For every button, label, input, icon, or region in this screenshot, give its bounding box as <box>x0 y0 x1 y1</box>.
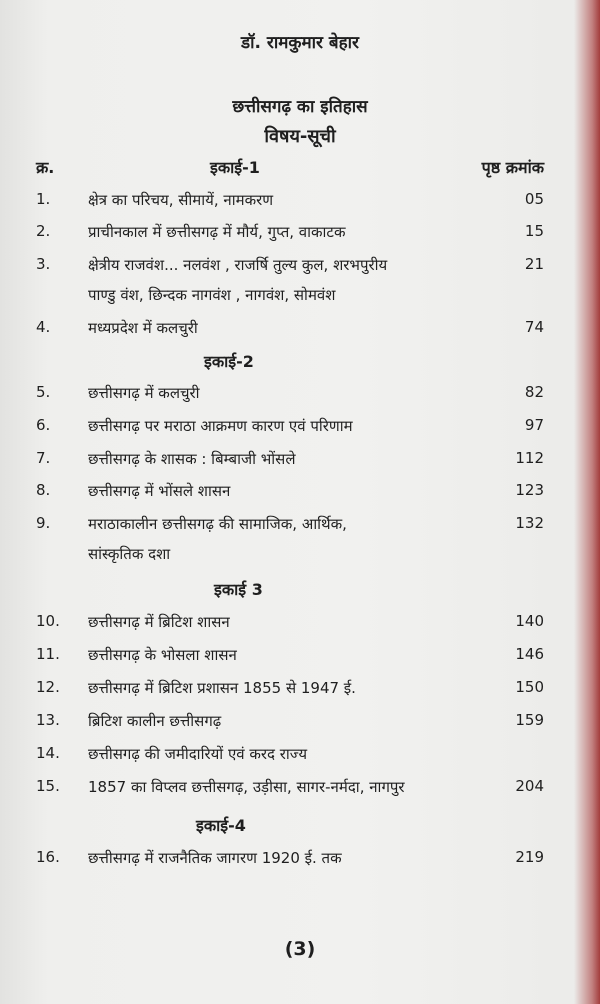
entry-page: 146 <box>515 645 544 663</box>
entry-number: 11. <box>36 645 60 663</box>
toc-entry <box>0 744 600 774</box>
entry-page: 132 <box>515 514 544 532</box>
toc-heading: विषय-सूची <box>264 126 336 147</box>
entry-text: क्षेत्रीय राजवंश... नलवंश , राजर्षि तुल्य कुल, शरभपुरीय <box>88 256 388 274</box>
toc-entry <box>0 612 600 642</box>
toc-entry <box>0 481 600 511</box>
entry-page: 159 <box>515 711 544 729</box>
entry-page: 74 <box>524 318 544 336</box>
page-number: (3) <box>284 938 316 960</box>
entry-number: 10. <box>36 612 60 630</box>
toc-entry <box>0 190 600 220</box>
entry-text: प्राचीनकाल में छत्तीसगढ़ में मौर्य, गुप्त, वाकाटक <box>88 223 346 241</box>
entry-text: छत्तीसगढ़ पर मराठा आक्रमण कारण एवं परिणाम <box>88 417 353 435</box>
toc-entry <box>0 848 600 878</box>
toc-entry <box>0 383 600 413</box>
entry-number: 2. <box>36 222 51 240</box>
entry-page: 219 <box>515 848 544 866</box>
entry-text: छत्तीसगढ़ में भोंसले शासन <box>88 482 231 500</box>
entry-text: मध्यप्रदेश में कलचुरी <box>88 319 198 337</box>
entry-text-continued: सांस्कृतिक दशा <box>88 545 171 563</box>
toc-entry <box>0 645 600 675</box>
entry-page: 82 <box>524 383 544 401</box>
entry-text: छत्तीसगढ़ में ब्रिटिश शासन <box>88 613 230 631</box>
entry-page: 21 <box>524 255 544 273</box>
book-title: छत्तीसगढ़ का इतिहास <box>232 97 368 117</box>
entry-text: छत्तीसगढ़ में राजनैतिक जागरण 1920 ई. तक <box>88 849 342 867</box>
toc-entry <box>0 777 600 807</box>
entry-text: मराठाकालीन छत्तीसगढ़ की सामाजिक, आर्थिक, <box>88 515 347 533</box>
entry-number: 9. <box>36 514 51 532</box>
entry-text: छत्तीसगढ़ में कलचुरी <box>88 384 200 402</box>
entry-text: ब्रिटिश कालीन छत्तीसगढ़ <box>88 712 222 730</box>
entry-page: 112 <box>515 449 544 467</box>
entry-text-continued: पाण्डु वंश, छिन्दक नागवंश , नागवंश, सोमवंश <box>88 286 336 304</box>
entry-number: 13. <box>36 711 60 729</box>
entry-page: 140 <box>515 612 544 630</box>
toc-entry <box>0 255 600 304</box>
entry-text: क्षेत्र का परिचय, सीमायें, नामकरण <box>88 191 274 209</box>
entry-number: 6. <box>36 416 51 434</box>
toc-entry <box>0 514 600 563</box>
column-header-page: पृष्ठ क्रमांक <box>481 158 544 177</box>
toc-entry <box>0 678 600 708</box>
entry-page: 15 <box>524 222 544 240</box>
toc-entry <box>0 222 600 252</box>
running-header-author: डॉ. रामकुमार बेहार <box>241 33 359 53</box>
entry-page: 97 <box>524 416 544 434</box>
entry-number: 7. <box>36 449 51 467</box>
toc-entry <box>0 449 600 479</box>
entry-number: 16. <box>36 848 60 866</box>
entry-number: 5. <box>36 383 51 401</box>
column-header-unit: इकाई-1 <box>210 158 260 177</box>
entry-text: छत्तीसगढ़ के भोसला शासन <box>88 646 237 664</box>
entry-text: छत्तीसगढ़ में ब्रिटिश प्रशासन 1855 से 1947 ई. <box>88 679 356 697</box>
entry-number: 8. <box>36 481 51 499</box>
toc-entry <box>0 318 600 348</box>
entry-page: 204 <box>515 777 544 795</box>
entry-page: 05 <box>524 190 544 208</box>
entry-number: 3. <box>36 255 51 273</box>
entry-number: 15. <box>36 777 60 795</box>
entry-text: छत्तीसगढ़ के शासक : बिम्बाजी भोंसले <box>88 450 296 468</box>
entry-number: 1. <box>36 190 51 208</box>
entry-text: छत्तीसगढ़ की जमीदारियों एवं करद राज्य <box>88 745 308 763</box>
toc-entry <box>0 416 600 446</box>
entry-text: 1857 का विप्लव छत्तीसगढ़, उड़ीसा, सागर-नर्मदा, नागपुर <box>88 778 405 796</box>
entry-number: 12. <box>36 678 60 696</box>
unit-heading: इकाई-4 <box>196 816 246 835</box>
column-header-serial: क्र. <box>36 158 55 177</box>
entry-number: 14. <box>36 744 60 762</box>
unit-heading: इकाई-2 <box>204 352 254 371</box>
entry-number: 4. <box>36 318 51 336</box>
entry-page: 150 <box>515 678 544 696</box>
entry-page: 123 <box>515 481 544 499</box>
toc-entry <box>0 711 600 741</box>
unit-heading: इकाई 3 <box>214 580 263 599</box>
